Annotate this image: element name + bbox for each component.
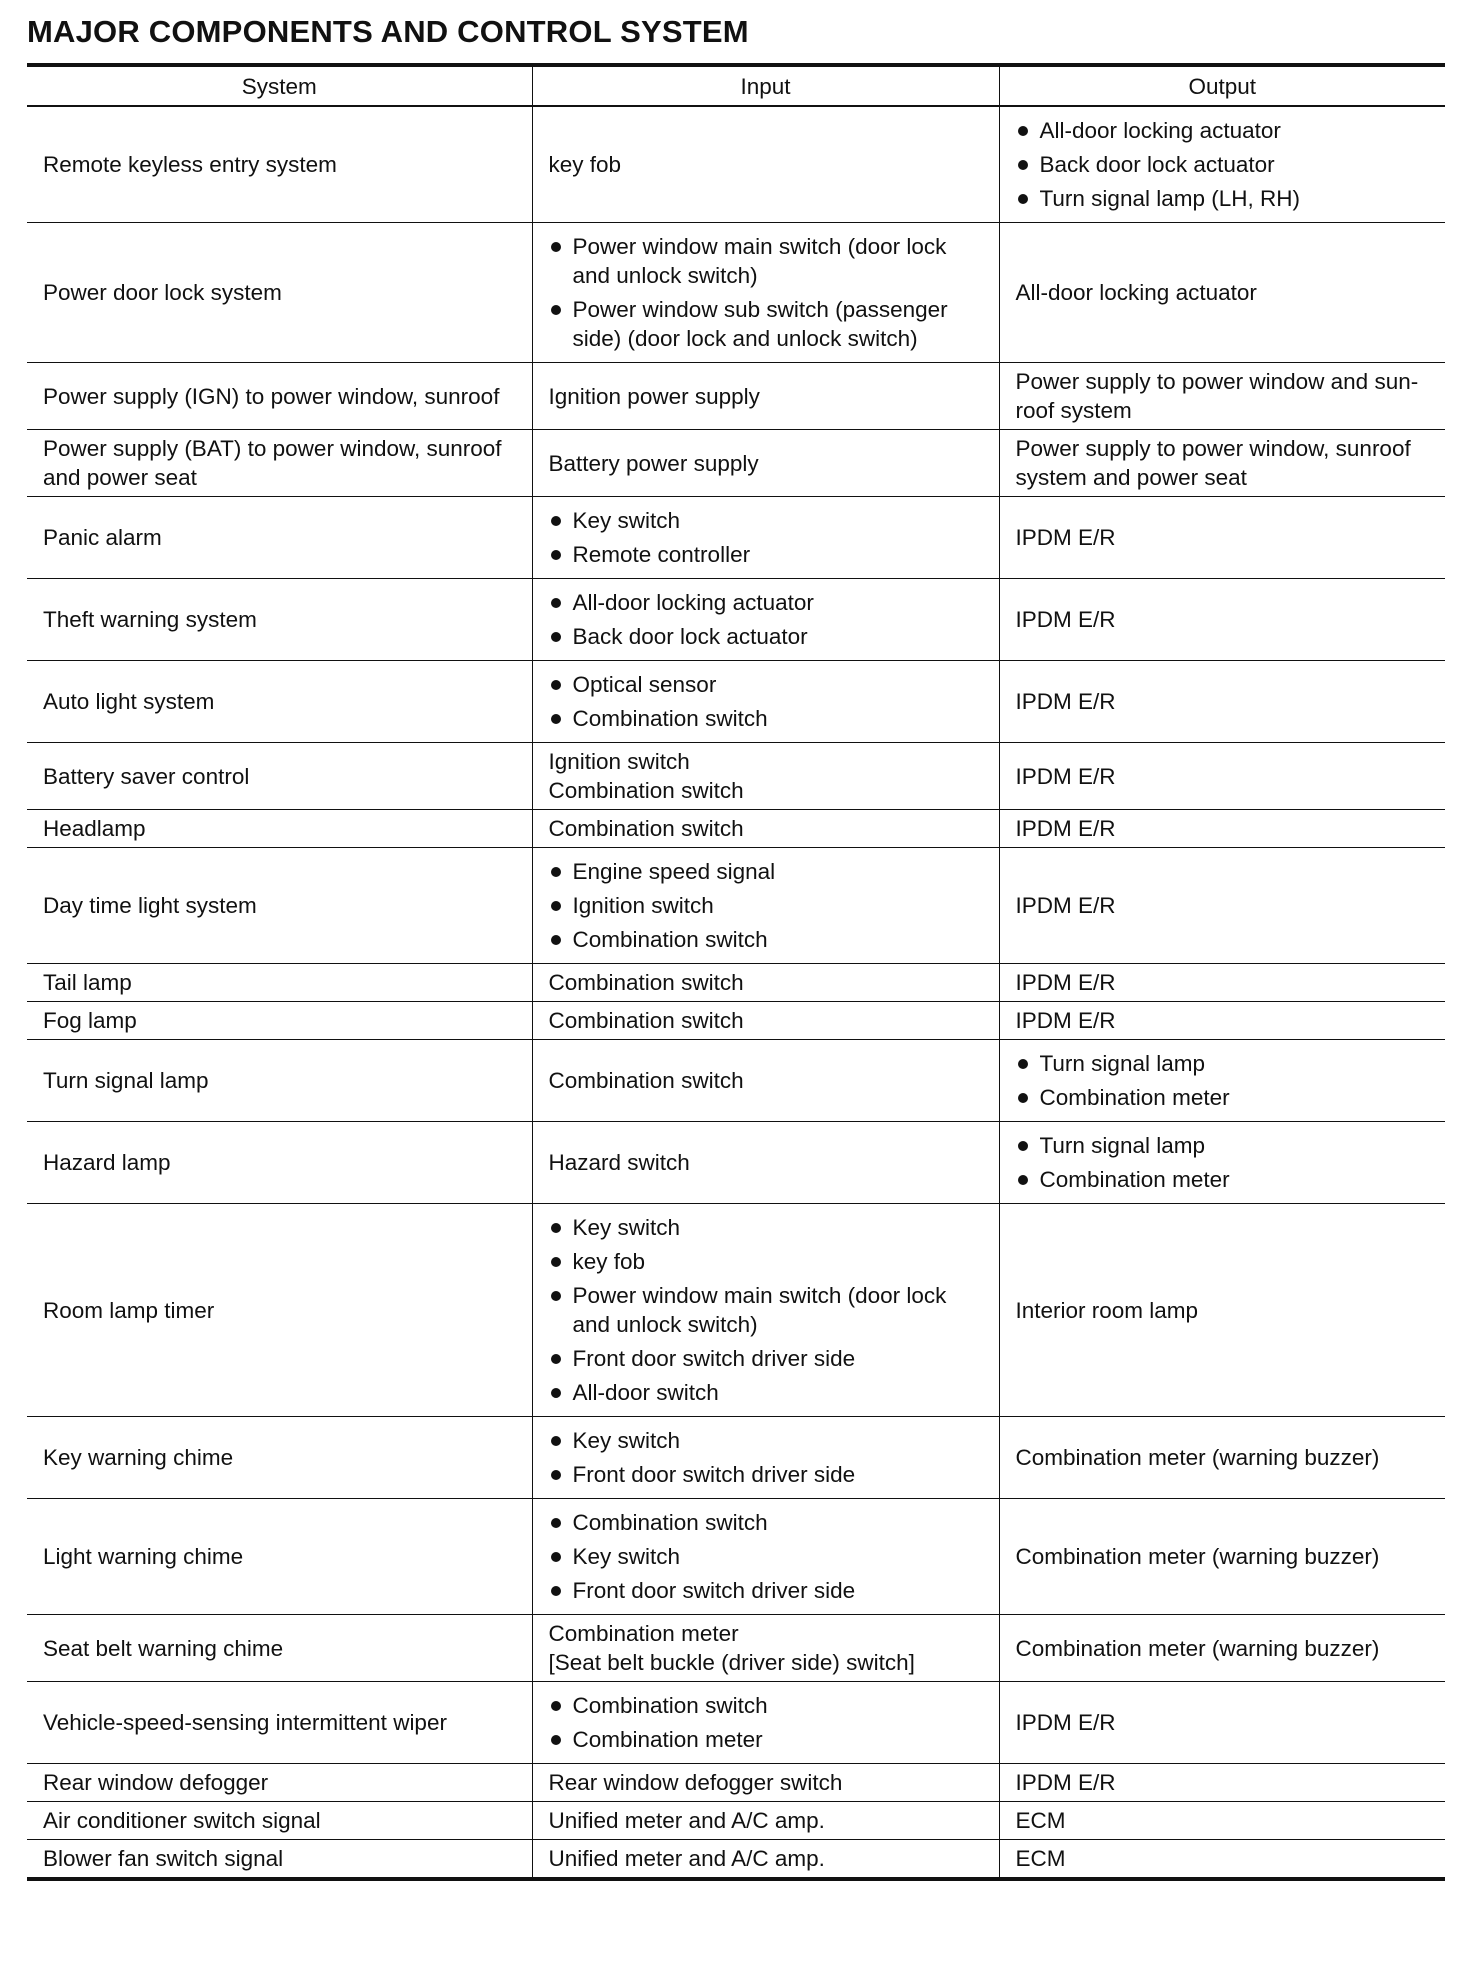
input-bullet-item: Front door switch driver side [549, 1344, 985, 1373]
output-bullet-list [1016, 1049, 1432, 1112]
input-bullet-list [549, 1508, 985, 1605]
table-body [27, 106, 1445, 1879]
input-bullet-item: Ignition switch [549, 891, 985, 920]
table-row [27, 661, 1445, 743]
cell-system: Tail lamp [27, 964, 532, 1002]
cell-input [532, 743, 999, 810]
output-text-line: IPDM E/R [1015, 763, 1116, 789]
output-text-line: IPDM E/R [1015, 816, 1116, 841]
output-text-line: IPDM E/R [1015, 893, 1116, 918]
cell-input [532, 363, 999, 430]
table-row [27, 1417, 1445, 1499]
table-row [27, 1802, 1445, 1840]
cell-output [999, 1802, 1445, 1840]
cell-output [999, 1417, 1445, 1499]
output-text-line: ECM [1015, 1846, 1066, 1871]
input-bullet-list [549, 506, 985, 569]
cell-input [532, 1802, 999, 1840]
input-text-line: Unified meter and A/C amp. [548, 1808, 825, 1833]
input-text-line: Combination switch [548, 816, 744, 841]
input-text-line: Battery power supply [548, 450, 759, 476]
input-text-line: Hazard switch [548, 1150, 690, 1175]
table-row [27, 810, 1445, 848]
input-bullet-item: Key switch [549, 1542, 985, 1571]
cell-input [532, 964, 999, 1002]
input-bullet-list [549, 1426, 985, 1489]
output-bullet-item: Back door lock actuator [1016, 150, 1432, 179]
table-row [27, 848, 1445, 964]
cell-output [999, 1764, 1445, 1802]
cell-input [532, 1122, 999, 1204]
output-text-line: All-door locking actuator [1015, 280, 1257, 305]
cell-input [532, 1840, 999, 1880]
cell-input [532, 1615, 999, 1682]
cell-output [999, 1002, 1445, 1040]
input-bullet-item: Key switch [549, 506, 985, 535]
input-bullet-list [549, 232, 985, 353]
output-bullet-item: All-door locking actuator [1016, 116, 1432, 145]
table-header-row [27, 65, 1445, 106]
cell-system: Auto light system [27, 661, 532, 743]
table-row [27, 363, 1445, 430]
output-text-line: Power supply to power window and sun-roof system [1015, 369, 1419, 423]
table-row [27, 430, 1445, 497]
components-table [27, 63, 1445, 1881]
input-text-line: Combination switch [548, 778, 744, 803]
cell-system: Vehicle-speed-sensing intermittent wiper [27, 1682, 532, 1764]
page-title: MAJOR COMPONENTS AND CONTROL SYSTEM [27, 14, 749, 49]
output-text-line: Combination meter (warning buzzer) [1015, 1445, 1380, 1470]
input-bullet-item: key fob [549, 1247, 985, 1276]
cell-output [999, 964, 1445, 1002]
cell-output [999, 223, 1445, 363]
input-bullet-item: Key switch [549, 1426, 985, 1455]
input-bullet-item: Optical sensor [549, 670, 985, 699]
output-text-line: IPDM E/R [1015, 607, 1116, 632]
table-row [27, 1764, 1445, 1802]
column-header-output: Output [999, 65, 1445, 106]
cell-system: Headlamp [27, 810, 532, 848]
input-text-line: Rear window defogger switch [548, 1770, 843, 1795]
cell-input [532, 579, 999, 661]
output-bullet-list [1016, 1131, 1432, 1194]
table-row [27, 1682, 1445, 1764]
cell-system: Air conditioner switch signal [27, 1802, 532, 1840]
cell-output [999, 1040, 1445, 1122]
cell-input [532, 1204, 999, 1417]
output-text-line: IPDM E/R [1015, 1710, 1116, 1735]
output-text-line: Combination meter (warning buzzer) [1015, 1544, 1380, 1569]
cell-input [532, 430, 999, 497]
input-bullet-item: Back door lock actuator [549, 622, 985, 651]
table-row [27, 579, 1445, 661]
output-text-line: ECM [1015, 1808, 1066, 1833]
input-text-line: Unified meter and A/C amp. [548, 1846, 825, 1871]
cell-input [532, 497, 999, 579]
cell-system: Battery saver control [27, 743, 532, 810]
cell-system: Seat belt warning chime [27, 1615, 532, 1682]
cell-system: Room lamp timer [27, 1204, 532, 1417]
input-bullet-item: Combination switch [549, 1508, 985, 1537]
input-bullet-item: Key switch [549, 1213, 985, 1242]
cell-output [999, 106, 1445, 223]
output-text-line: IPDM E/R [1015, 689, 1116, 714]
cell-system: Turn signal lamp [27, 1040, 532, 1122]
output-text-line: Power supply to power window, sunroof system and power seat [1015, 436, 1411, 490]
cell-input [532, 1417, 999, 1499]
input-bullet-item: Front door switch driver side [549, 1460, 985, 1489]
input-text-line: Ignition power supply [548, 383, 760, 409]
input-bullet-item: All-door locking actuator [549, 588, 985, 617]
cell-input [532, 1002, 999, 1040]
cell-system: Theft warning system [27, 579, 532, 661]
cell-output [999, 743, 1445, 810]
cell-system: Blower fan switch signal [27, 1840, 532, 1880]
output-text-line: IPDM E/R [1015, 1770, 1116, 1795]
cell-input [532, 1040, 999, 1122]
input-text-line: Combination meter [548, 1621, 739, 1646]
column-header-input: Input [532, 65, 999, 106]
cell-input [532, 661, 999, 743]
cell-system: Power supply (IGN) to power window, sunroof [27, 363, 532, 430]
table-row [27, 1615, 1445, 1682]
cell-output [999, 497, 1445, 579]
output-text-line: IPDM E/R [1015, 970, 1116, 995]
input-bullet-item: Combination meter [549, 1725, 985, 1754]
cell-input [532, 106, 999, 223]
cell-system: Power supply (BAT) to power window, sunroof and power seat [27, 430, 532, 497]
cell-system: Rear window defogger [27, 1764, 532, 1802]
input-text-line: Combination switch [548, 1008, 744, 1033]
table-row [27, 223, 1445, 363]
table-row [27, 1002, 1445, 1040]
table-row [27, 1840, 1445, 1880]
table-row [27, 497, 1445, 579]
input-bullet-item: Engine speed signal [549, 857, 985, 886]
output-text-line: Combination meter (warning buzzer) [1015, 1635, 1380, 1661]
cell-output [999, 810, 1445, 848]
input-bullet-list [549, 588, 985, 651]
input-bullet-list [549, 857, 985, 954]
input-text-line: [Seat belt buckle (driver side) switch] [548, 1650, 915, 1675]
cell-output [999, 430, 1445, 497]
output-bullet-item: Combination meter [1016, 1165, 1432, 1194]
cell-input [532, 1764, 999, 1802]
input-bullet-item: Power window main switch (door lock and unlock switch) [549, 232, 985, 290]
cell-input [532, 810, 999, 848]
input-bullet-item: Remote controller [549, 540, 985, 569]
output-text-line: Interior room lamp [1015, 1297, 1199, 1323]
cell-output [999, 1840, 1445, 1880]
cell-system: Day time light system [27, 848, 532, 964]
cell-system: Fog lamp [27, 1002, 532, 1040]
cell-output [999, 1122, 1445, 1204]
input-text-line: Ignition switch [548, 749, 690, 774]
cell-input [532, 848, 999, 964]
input-bullet-item: Combination switch [549, 704, 985, 733]
cell-input [532, 1682, 999, 1764]
cell-output [999, 848, 1445, 964]
cell-system: Power door lock system [27, 223, 532, 363]
input-bullet-item: Combination switch [549, 1691, 985, 1720]
cell-system: Hazard lamp [27, 1122, 532, 1204]
cell-system: Key warning chime [27, 1417, 532, 1499]
table-row [27, 106, 1445, 223]
table-row [27, 1122, 1445, 1204]
input-bullet-item: Combination switch [549, 925, 985, 954]
cell-output [999, 363, 1445, 430]
output-bullet-item: Turn signal lamp [1016, 1131, 1432, 1160]
table-row [27, 1040, 1445, 1122]
cell-output [999, 579, 1445, 661]
input-bullet-list [549, 1213, 985, 1407]
column-header-system: System [27, 65, 532, 106]
cell-output [999, 1204, 1445, 1417]
cell-system: Light warning chime [27, 1499, 532, 1615]
input-bullet-item: Power window sub switch (passenger side) (door lock and unlock switch) [549, 295, 985, 353]
output-bullet-item: Turn signal lamp (LH, RH) [1016, 184, 1432, 213]
cell-input [532, 223, 999, 363]
input-text-line: Combination switch [548, 970, 744, 995]
input-bullet-item: All-door switch [549, 1378, 985, 1407]
cell-output [999, 1499, 1445, 1615]
cell-input [532, 1499, 999, 1615]
table-row [27, 964, 1445, 1002]
table-row [27, 1204, 1445, 1417]
cell-system: Panic alarm [27, 497, 532, 579]
output-text-line: IPDM E/R [1015, 525, 1116, 550]
output-text-line: IPDM E/R [1015, 1008, 1116, 1033]
cell-output [999, 661, 1445, 743]
input-text-line: key fob [548, 152, 622, 177]
cell-output [999, 1682, 1445, 1764]
output-bullet-item: Combination meter [1016, 1083, 1432, 1112]
input-bullet-list [549, 1691, 985, 1754]
table-row [27, 743, 1445, 810]
input-text-line: Combination switch [548, 1068, 744, 1093]
cell-output [999, 1615, 1445, 1682]
output-bullet-list [1016, 116, 1432, 213]
cell-system: Remote keyless entry system [27, 106, 532, 223]
table-row [27, 1499, 1445, 1615]
input-bullet-item: Power window main switch (door lock and unlock switch) [549, 1281, 985, 1339]
input-bullet-item: Front door switch driver side [549, 1576, 985, 1605]
input-bullet-list [549, 670, 985, 733]
output-bullet-item: Turn signal lamp [1016, 1049, 1432, 1078]
